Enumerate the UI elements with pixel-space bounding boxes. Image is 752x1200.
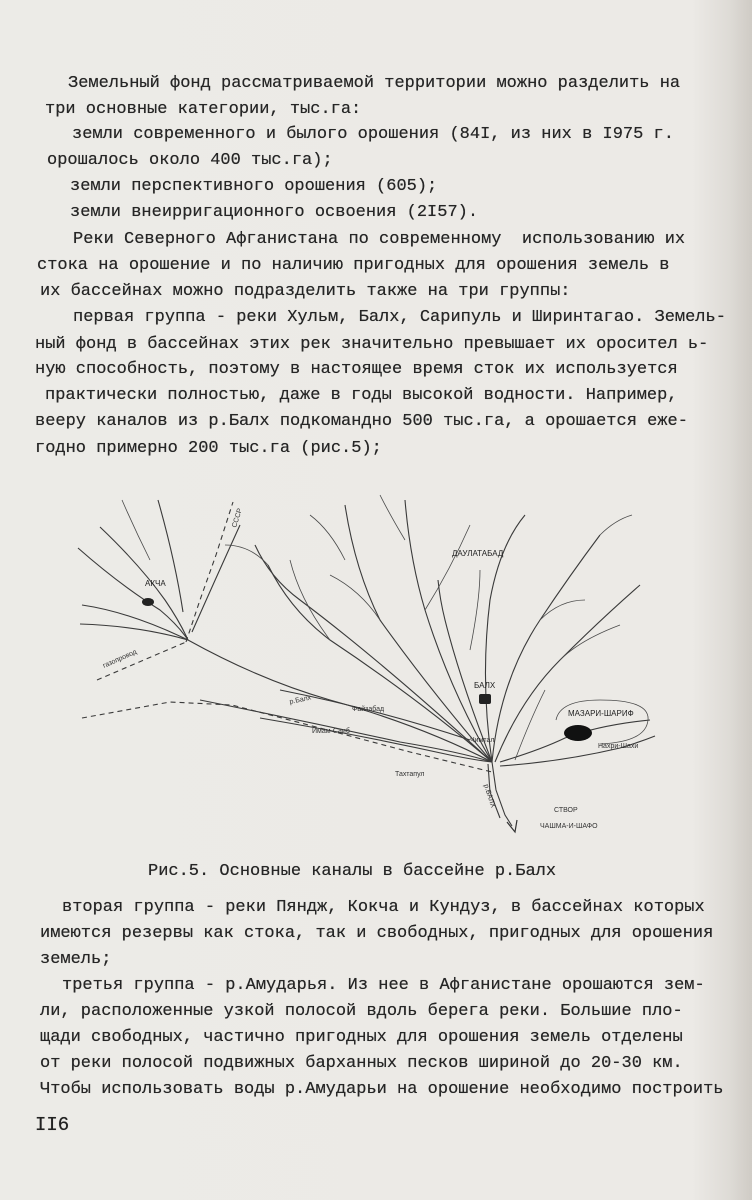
text-line: вторая группа - реки Пяндж, Кокча и Кундуз, в бассейнах которых [62,898,705,917]
map-label-takhtapul: Тахтапул [395,771,425,778]
text-line: Реки Северного Афганистана по современному использованию их [73,230,686,249]
text-line: земель; [40,950,112,969]
map-label-imam-saib: Имам-Саиб [312,728,350,735]
mazar-city-marker [564,725,592,741]
canal-branch-line [330,575,380,620]
text-line: имеются резервы как стока, так и свободных, пригодных для орошения [40,924,714,943]
text-line: земли перспективного орошения (605); [70,177,438,196]
canal-line [255,545,492,762]
text-line: земли современного и былого орошения (84I, из них в I975 г. [72,125,674,144]
akcha-city-marker [142,598,154,606]
map-label-balkh-canal: р.Балх [288,694,312,706]
page-number: II6 [35,1114,70,1136]
map-label-chashma: ЧАШМА-И-ШАФО [540,823,598,830]
text-line: от реки полосой подвижных барханных песков шириной до 20-30 км. [40,1054,683,1073]
canal-line [260,718,492,762]
river-arrow-icon [507,820,517,832]
text-line: годно примерно 200 тыс.га (рис.5); [35,439,382,458]
text-line: стока на орошение и по наличию пригодных для орошения земель в [37,256,670,275]
canal-branch-line [380,495,405,540]
text-line: их бассейнах можно подразделить также на три группы: [40,282,571,301]
text-line: ный фонд в бассейнах этих рек значительно превышает их оросител ь- [35,335,709,354]
canal-line [78,548,188,640]
map-label-faizabad: Файзабад [352,706,385,713]
text-line: вееру каналов из р.Балх подкомандно 500 тыс.га, а орошается еже- [35,412,688,431]
text-line: Земельный фонд рассматриваемой территории можно разделить на [68,74,681,93]
border-dashed-line [186,502,233,642]
canal-line [122,500,150,560]
text-line: Чтобы использовать воды р.Амударьи на орошение необходимо построить [40,1080,724,1099]
canal-line [192,525,240,632]
map-label-balkh-river: р.БАЛХ [482,783,497,809]
text-line: земли внеирригационного освоения (2I57). [70,203,479,222]
canal-line [188,640,492,762]
map-label-balkh-city: БАЛХ [474,681,496,690]
text-line: щади свободных, частично пригодных для орошения земель отделены [40,1028,683,1047]
text-line: практически полностью, даже в годы высокой водности. Например, [45,386,678,405]
canal-map-figure [70,485,660,835]
map-label-nahri-shahi: Нахри-Шахи [598,743,639,750]
map-label-mazar: МАЗАРИ-ШАРИФ [568,709,634,718]
canal-branch-line [600,515,632,535]
map-label-gas-pipeline: газопровод [101,648,138,670]
canal-branch-line [290,560,330,640]
map-label-stvor: СТВОР [554,807,578,814]
canal-branch-line [310,515,345,560]
text-line: три основные категории, тыс.га: [45,100,362,119]
canal-branch-line [470,570,480,650]
balkh-river-line [492,762,512,826]
figure-caption: Рис.5. Основные каналы в бассейне р.Балх [148,862,557,881]
text-line: первая группа - реки Хульм, Балх, Сарипуль и Ширинтагао. Земель- [73,308,726,327]
text-line: ную способность, поэтому в настоящее время сток их используется [35,360,678,379]
map-label-akcha: АКЧА [145,579,166,588]
canal-branch-line [225,545,268,565]
map-label-ussr: СССР [231,507,245,529]
canal-branch-line [425,525,470,610]
map-label-chimtal: Чимтал [470,737,495,744]
text-line: третья группа - р.Амударья. Из нее в Афганистане орошаются зем- [62,976,705,995]
text-line: орошалось около 400 тыс.га); [47,151,333,170]
balkh-city-marker [479,694,491,704]
map-label-daulatabad: ДАУЛАТАБАД [452,549,504,558]
canal-line [438,580,492,762]
canal-line [515,690,545,760]
text-line: ли, расположенные узкой полосой вдоль берега реки. Большие пло- [40,1002,683,1021]
